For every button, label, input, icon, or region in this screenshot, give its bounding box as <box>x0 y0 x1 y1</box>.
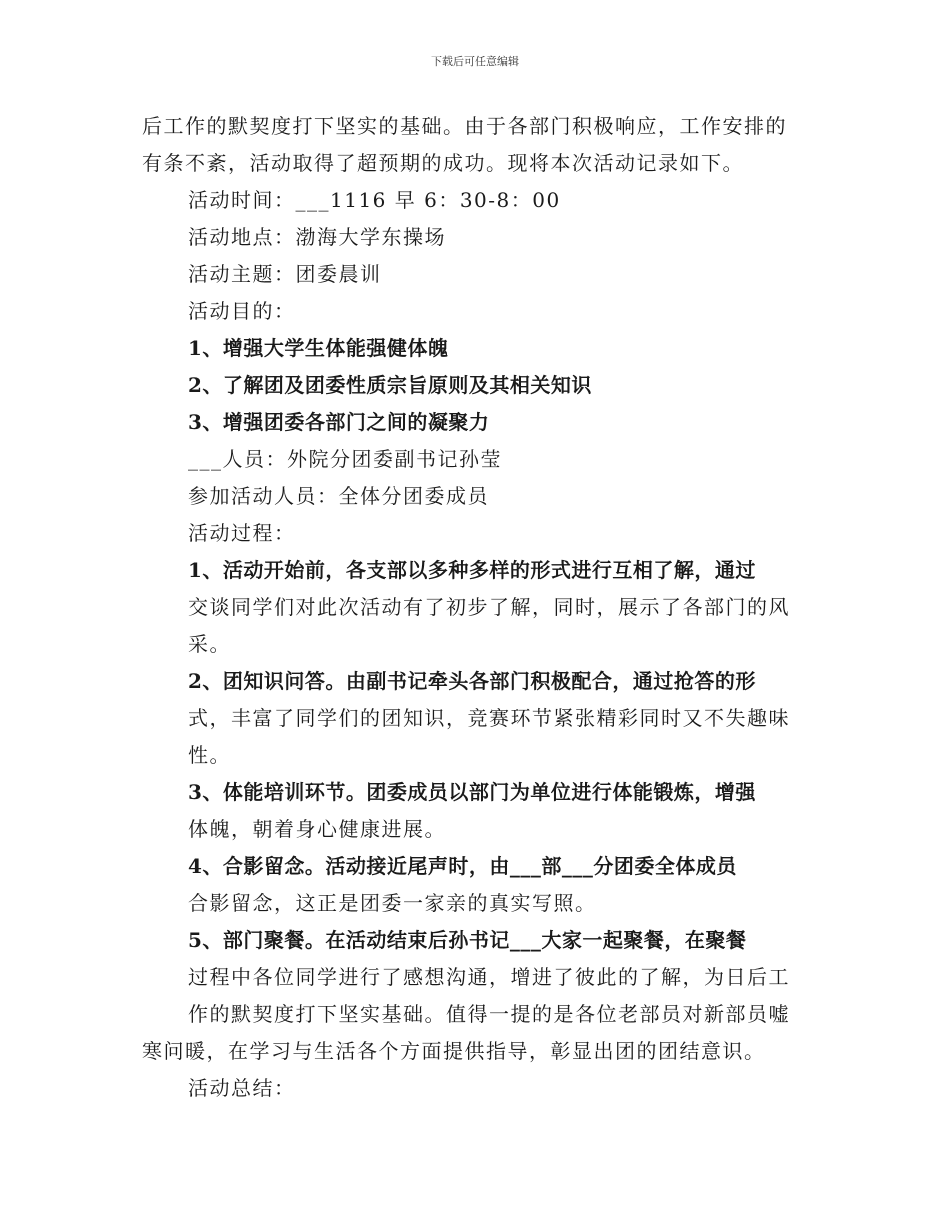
text-line: 参加活动人员：全体分团委成员 <box>188 484 489 508</box>
text-line: 1、活动开始前，各支部以多种多样的形式进行互相了解，通过 <box>188 558 756 582</box>
text-line: 交谈同学们对此次活动有了初步了解，同时，展示了各部门的风 <box>188 595 790 619</box>
text-line: 寒问暖，在学习与生活各个方面提供指导，彰显出团的团结意识。 <box>142 1039 766 1063</box>
text-line: 5、部门聚餐。在活动结束后孙书记___大家一起聚餐，在聚餐 <box>188 928 747 952</box>
text-line: 活动主题：团委晨训 <box>188 262 382 286</box>
text-line: 有条不紊，活动取得了超预期的成功。现将本次活动记录如下。 <box>142 151 744 175</box>
text-line: 活动过程： <box>188 521 296 545</box>
text-line: 2、团知识问答。由副书记牵头各部门积极配合，通过抢答的形 <box>188 669 756 693</box>
text-line: 活动总结： <box>188 1076 296 1100</box>
text-line: 1、增强大学生体能强健体魄 <box>188 336 449 360</box>
text-line: 过程中各位同学进行了感想沟通，增进了彼此的了解，为日后工 <box>188 965 790 989</box>
text-line: 式，丰富了同学们的团知识，竞赛环节紧张精彩同时又不失趣味 <box>188 706 790 730</box>
text-line: 后工作的默契度打下坚实的基础。由于各部门积极响应，工作安排的 <box>142 114 787 138</box>
text-line: 合影留念，这正是团委一家亲的真实写照。 <box>188 891 597 915</box>
text-line: 活动目的： <box>188 299 296 323</box>
text-line: 活动地点：渤海大学东操场 <box>188 225 446 249</box>
text-line: 2、了解团及团委性质宗旨原则及其相关知识 <box>188 373 592 397</box>
text-line: 4、合影留念。活动接近尾声时，由___部___分团委全体成员 <box>188 854 737 878</box>
document-body <box>142 108 822 1107</box>
text-line: 体魄，朝着身心健康进展。 <box>188 817 446 841</box>
text-line: 采。 <box>188 632 231 656</box>
text-line: 活动时间：___1116 早 6：30-8：00 <box>188 188 561 212</box>
text-line: ___人员：外院分团委副书记孙莹 <box>188 447 502 471</box>
text-line: 3、增强团委各部门之间的凝聚力 <box>188 410 490 434</box>
page-header: 下载后可任意编辑 <box>431 55 519 68</box>
text-line: 性。 <box>188 743 231 767</box>
text-line: 3、体能培训环节。团委成员以部门为单位进行体能锻炼，增强 <box>188 780 756 804</box>
text-line: 作的默契度打下坚实基础。值得一提的是各位老部员对新部员嘘 <box>188 1002 790 1026</box>
